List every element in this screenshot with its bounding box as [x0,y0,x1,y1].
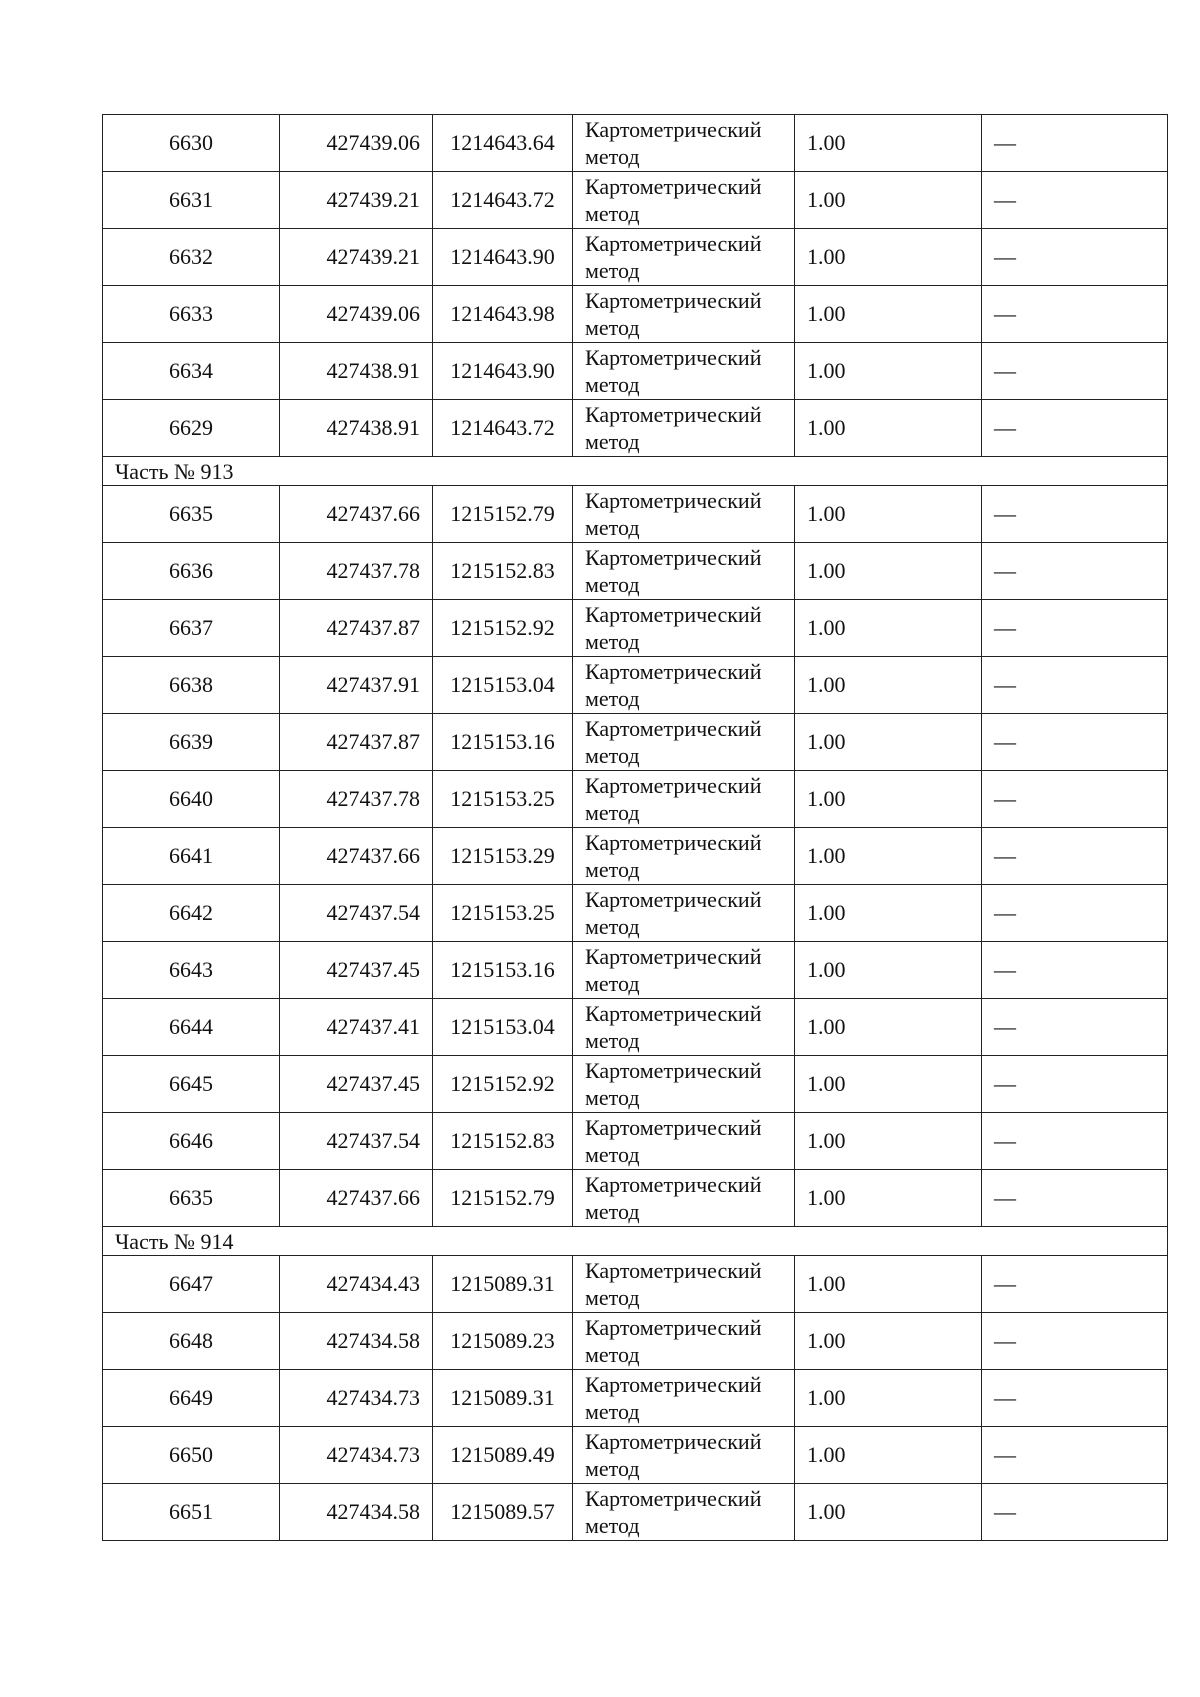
method-line-1: Картометрический [585,545,762,570]
y-coordinate-cell: 1214643.98 [433,286,573,343]
method-line-1: Картометрический [585,830,762,855]
method-line-1: Картометрический [585,1172,762,1197]
y-coordinate-cell: 1215153.16 [433,942,573,999]
x-coordinate-cell: 427439.21 [280,172,433,229]
section-label: Часть № 913 [103,457,1168,486]
method-cell [573,714,795,771]
method-line-1: Картометрический [585,1001,762,1026]
method-line-2: метод [585,1142,640,1167]
method-cell [573,600,795,657]
method-line-1: Картометрический [585,1258,762,1283]
method-line-1: Картометрический [585,1115,762,1140]
method-cell [573,400,795,457]
accuracy-cell: 1.00 [795,942,982,999]
method-line-2: метод [585,429,640,454]
method-line-2: метод [585,1199,640,1224]
method-line-2: метод [585,144,640,169]
point-number-cell: 6644 [103,999,280,1056]
point-number-cell: 6648 [103,1313,280,1370]
method-line-1: Картометрический [585,716,762,741]
description-cell: — [982,1170,1168,1227]
x-coordinate-cell: 427437.78 [280,543,433,600]
y-coordinate-cell: 1215089.49 [433,1427,573,1484]
method-cell [573,286,795,343]
accuracy-cell: 1.00 [795,999,982,1056]
description-cell: — [982,942,1168,999]
method-cell [573,1113,795,1170]
x-coordinate-cell: 427437.45 [280,1056,433,1113]
description-cell: — [982,828,1168,885]
point-number-cell: 6640 [103,771,280,828]
section-label: Часть № 914 [103,1227,1168,1256]
method-line-2: метод [585,201,640,226]
point-number-cell: 6647 [103,1256,280,1313]
method-cell [573,1484,795,1541]
description-cell: — [982,172,1168,229]
x-coordinate-cell: 427439.21 [280,229,433,286]
method-line-2: метод [585,1085,640,1110]
table-row [103,1313,1168,1370]
description-cell: — [982,771,1168,828]
description-cell: — [982,229,1168,286]
x-coordinate-cell: 427437.87 [280,600,433,657]
y-coordinate-cell: 1215152.83 [433,1113,573,1170]
method-line-1: Картометрический [585,659,762,684]
method-cell [573,172,795,229]
method-cell [573,343,795,400]
description-cell: — [982,1113,1168,1170]
y-coordinate-cell: 1215153.16 [433,714,573,771]
method-line-2: метод [585,1028,640,1053]
y-coordinate-cell: 1214643.72 [433,400,573,457]
accuracy-cell: 1.00 [795,1484,982,1541]
section-header-row [103,1227,1168,1256]
point-number-cell: 6642 [103,885,280,942]
table-row [103,714,1168,771]
y-coordinate-cell: 1215153.04 [433,999,573,1056]
method-cell [573,942,795,999]
method-cell [573,543,795,600]
accuracy-cell: 1.00 [795,343,982,400]
description-cell: — [982,1313,1168,1370]
point-number-cell: 6633 [103,286,280,343]
method-line-1: Картометрический [585,231,762,256]
accuracy-cell: 1.00 [795,600,982,657]
x-coordinate-cell: 427437.54 [280,885,433,942]
x-coordinate-cell: 427437.66 [280,486,433,543]
accuracy-cell: 1.00 [795,1427,982,1484]
method-line-1: Картометрический [585,488,762,513]
y-coordinate-cell: 1215152.79 [433,486,573,543]
point-number-cell: 6632 [103,229,280,286]
table-row [103,115,1168,172]
accuracy-cell: 1.00 [795,714,982,771]
method-line-2: метод [585,914,640,939]
description-cell: — [982,1256,1168,1313]
point-number-cell: 6631 [103,172,280,229]
point-number-cell: 6629 [103,400,280,457]
description-cell: — [982,286,1168,343]
accuracy-cell: 1.00 [795,115,982,172]
description-cell: — [982,1484,1168,1541]
description-cell: — [982,999,1168,1056]
method-line-1: Картометрический [585,1429,762,1454]
table-row [103,600,1168,657]
method-line-2: метод [585,572,640,597]
table-row [103,1370,1168,1427]
method-line-1: Картометрический [585,402,762,427]
method-line-2: метод [585,971,640,996]
y-coordinate-cell: 1215152.92 [433,1056,573,1113]
method-line-1: Картометрический [585,773,762,798]
point-number-cell: 6645 [103,1056,280,1113]
description-cell: — [982,1427,1168,1484]
x-coordinate-cell: 427439.06 [280,286,433,343]
accuracy-cell: 1.00 [795,885,982,942]
y-coordinate-cell: 1215152.83 [433,543,573,600]
method-line-2: метод [585,857,640,882]
y-coordinate-cell: 1215153.04 [433,657,573,714]
accuracy-cell: 1.00 [795,657,982,714]
point-number-cell: 6635 [103,1170,280,1227]
accuracy-cell: 1.00 [795,771,982,828]
method-line-1: Картометрический [585,944,762,969]
accuracy-cell: 1.00 [795,286,982,343]
x-coordinate-cell: 427437.87 [280,714,433,771]
description-cell: — [982,486,1168,543]
method-line-1: Картометрический [585,1315,762,1340]
x-coordinate-cell: 427434.58 [280,1313,433,1370]
table-row [103,1056,1168,1113]
method-line-1: Картометрический [585,174,762,199]
x-coordinate-cell: 427434.43 [280,1256,433,1313]
method-cell [573,999,795,1056]
point-number-cell: 6636 [103,543,280,600]
accuracy-cell: 1.00 [795,1256,982,1313]
accuracy-cell: 1.00 [795,1056,982,1113]
x-coordinate-cell: 427437.66 [280,1170,433,1227]
description-cell: — [982,714,1168,771]
description-cell: — [982,657,1168,714]
point-number-cell: 6635 [103,486,280,543]
method-cell [573,229,795,286]
method-cell [573,657,795,714]
description-cell: — [982,115,1168,172]
method-line-2: метод [585,1285,640,1310]
table-row [103,657,1168,714]
x-coordinate-cell: 427437.78 [280,771,433,828]
table-row [103,229,1168,286]
x-coordinate-cell: 427437.45 [280,942,433,999]
method-line-2: метод [585,315,640,340]
method-line-2: метод [585,258,640,283]
x-coordinate-cell: 427438.91 [280,400,433,457]
method-line-2: метод [585,1342,640,1367]
point-number-cell: 6639 [103,714,280,771]
accuracy-cell: 1.00 [795,1313,982,1370]
method-line-2: метод [585,686,640,711]
method-cell [573,828,795,885]
section-header-row [103,457,1168,486]
coordinates-table-body [103,115,1168,1541]
table-row [103,885,1168,942]
method-line-1: Картометрический [585,345,762,370]
x-coordinate-cell: 427434.73 [280,1427,433,1484]
accuracy-cell: 1.00 [795,543,982,600]
method-line-1: Картометрический [585,1486,762,1511]
description-cell: — [982,343,1168,400]
accuracy-cell: 1.00 [795,1113,982,1170]
point-number-cell: 6650 [103,1427,280,1484]
x-coordinate-cell: 427438.91 [280,343,433,400]
table-row [103,400,1168,457]
method-line-2: метод [585,515,640,540]
method-cell [573,1427,795,1484]
method-line-1: Картометрический [585,887,762,912]
method-line-2: метод [585,800,640,825]
y-coordinate-cell: 1215089.31 [433,1370,573,1427]
method-line-2: метод [585,1456,640,1481]
method-line-1: Картометрический [585,117,762,142]
y-coordinate-cell: 1215089.23 [433,1313,573,1370]
method-cell [573,1256,795,1313]
method-cell [573,1056,795,1113]
method-cell [573,1313,795,1370]
accuracy-cell: 1.00 [795,828,982,885]
y-coordinate-cell: 1214643.90 [433,229,573,286]
method-cell [573,771,795,828]
accuracy-cell: 1.00 [795,172,982,229]
method-cell [573,115,795,172]
accuracy-cell: 1.00 [795,486,982,543]
x-coordinate-cell: 427437.66 [280,828,433,885]
y-coordinate-cell: 1214643.64 [433,115,573,172]
coordinates-table [102,114,1168,1541]
table-row [103,286,1168,343]
accuracy-cell: 1.00 [795,1170,982,1227]
method-line-1: Картометрический [585,602,762,627]
accuracy-cell: 1.00 [795,1370,982,1427]
table-row [103,1170,1168,1227]
x-coordinate-cell: 427437.54 [280,1113,433,1170]
point-number-cell: 6630 [103,115,280,172]
table-row [103,1256,1168,1313]
point-number-cell: 6651 [103,1484,280,1541]
table-row [103,486,1168,543]
point-number-cell: 6634 [103,343,280,400]
method-line-1: Картометрический [585,288,762,313]
table-row [103,172,1168,229]
method-line-1: Картометрический [585,1372,762,1397]
method-line-2: метод [585,372,640,397]
method-line-2: метод [585,1399,640,1424]
description-cell: — [982,1370,1168,1427]
x-coordinate-cell: 427434.73 [280,1370,433,1427]
y-coordinate-cell: 1215153.29 [433,828,573,885]
x-coordinate-cell: 427439.06 [280,115,433,172]
table-row [103,771,1168,828]
description-cell: — [982,885,1168,942]
table-row [103,1484,1168,1541]
table-row [103,1427,1168,1484]
point-number-cell: 6641 [103,828,280,885]
point-number-cell: 6637 [103,600,280,657]
method-cell [573,1170,795,1227]
method-line-2: метод [585,629,640,654]
method-line-2: метод [585,743,640,768]
y-coordinate-cell: 1214643.72 [433,172,573,229]
point-number-cell: 6646 [103,1113,280,1170]
method-line-1: Картометрический [585,1058,762,1083]
method-cell [573,486,795,543]
description-cell: — [982,600,1168,657]
method-line-2: метод [585,1513,640,1538]
point-number-cell: 6649 [103,1370,280,1427]
point-number-cell: 6643 [103,942,280,999]
accuracy-cell: 1.00 [795,229,982,286]
method-cell [573,885,795,942]
method-cell [573,1370,795,1427]
x-coordinate-cell: 427437.91 [280,657,433,714]
y-coordinate-cell: 1215153.25 [433,771,573,828]
accuracy-cell: 1.00 [795,400,982,457]
description-cell: — [982,543,1168,600]
table-row [103,942,1168,999]
x-coordinate-cell: 427434.58 [280,1484,433,1541]
description-cell: — [982,400,1168,457]
y-coordinate-cell: 1215089.31 [433,1256,573,1313]
description-cell: — [982,1056,1168,1113]
point-number-cell: 6638 [103,657,280,714]
y-coordinate-cell: 1215153.25 [433,885,573,942]
table-row [103,1113,1168,1170]
y-coordinate-cell: 1215089.57 [433,1484,573,1541]
x-coordinate-cell: 427437.41 [280,999,433,1056]
table-row [103,543,1168,600]
y-coordinate-cell: 1214643.90 [433,343,573,400]
y-coordinate-cell: 1215152.79 [433,1170,573,1227]
y-coordinate-cell: 1215152.92 [433,600,573,657]
table-row [103,999,1168,1056]
table-row [103,343,1168,400]
table-row [103,828,1168,885]
